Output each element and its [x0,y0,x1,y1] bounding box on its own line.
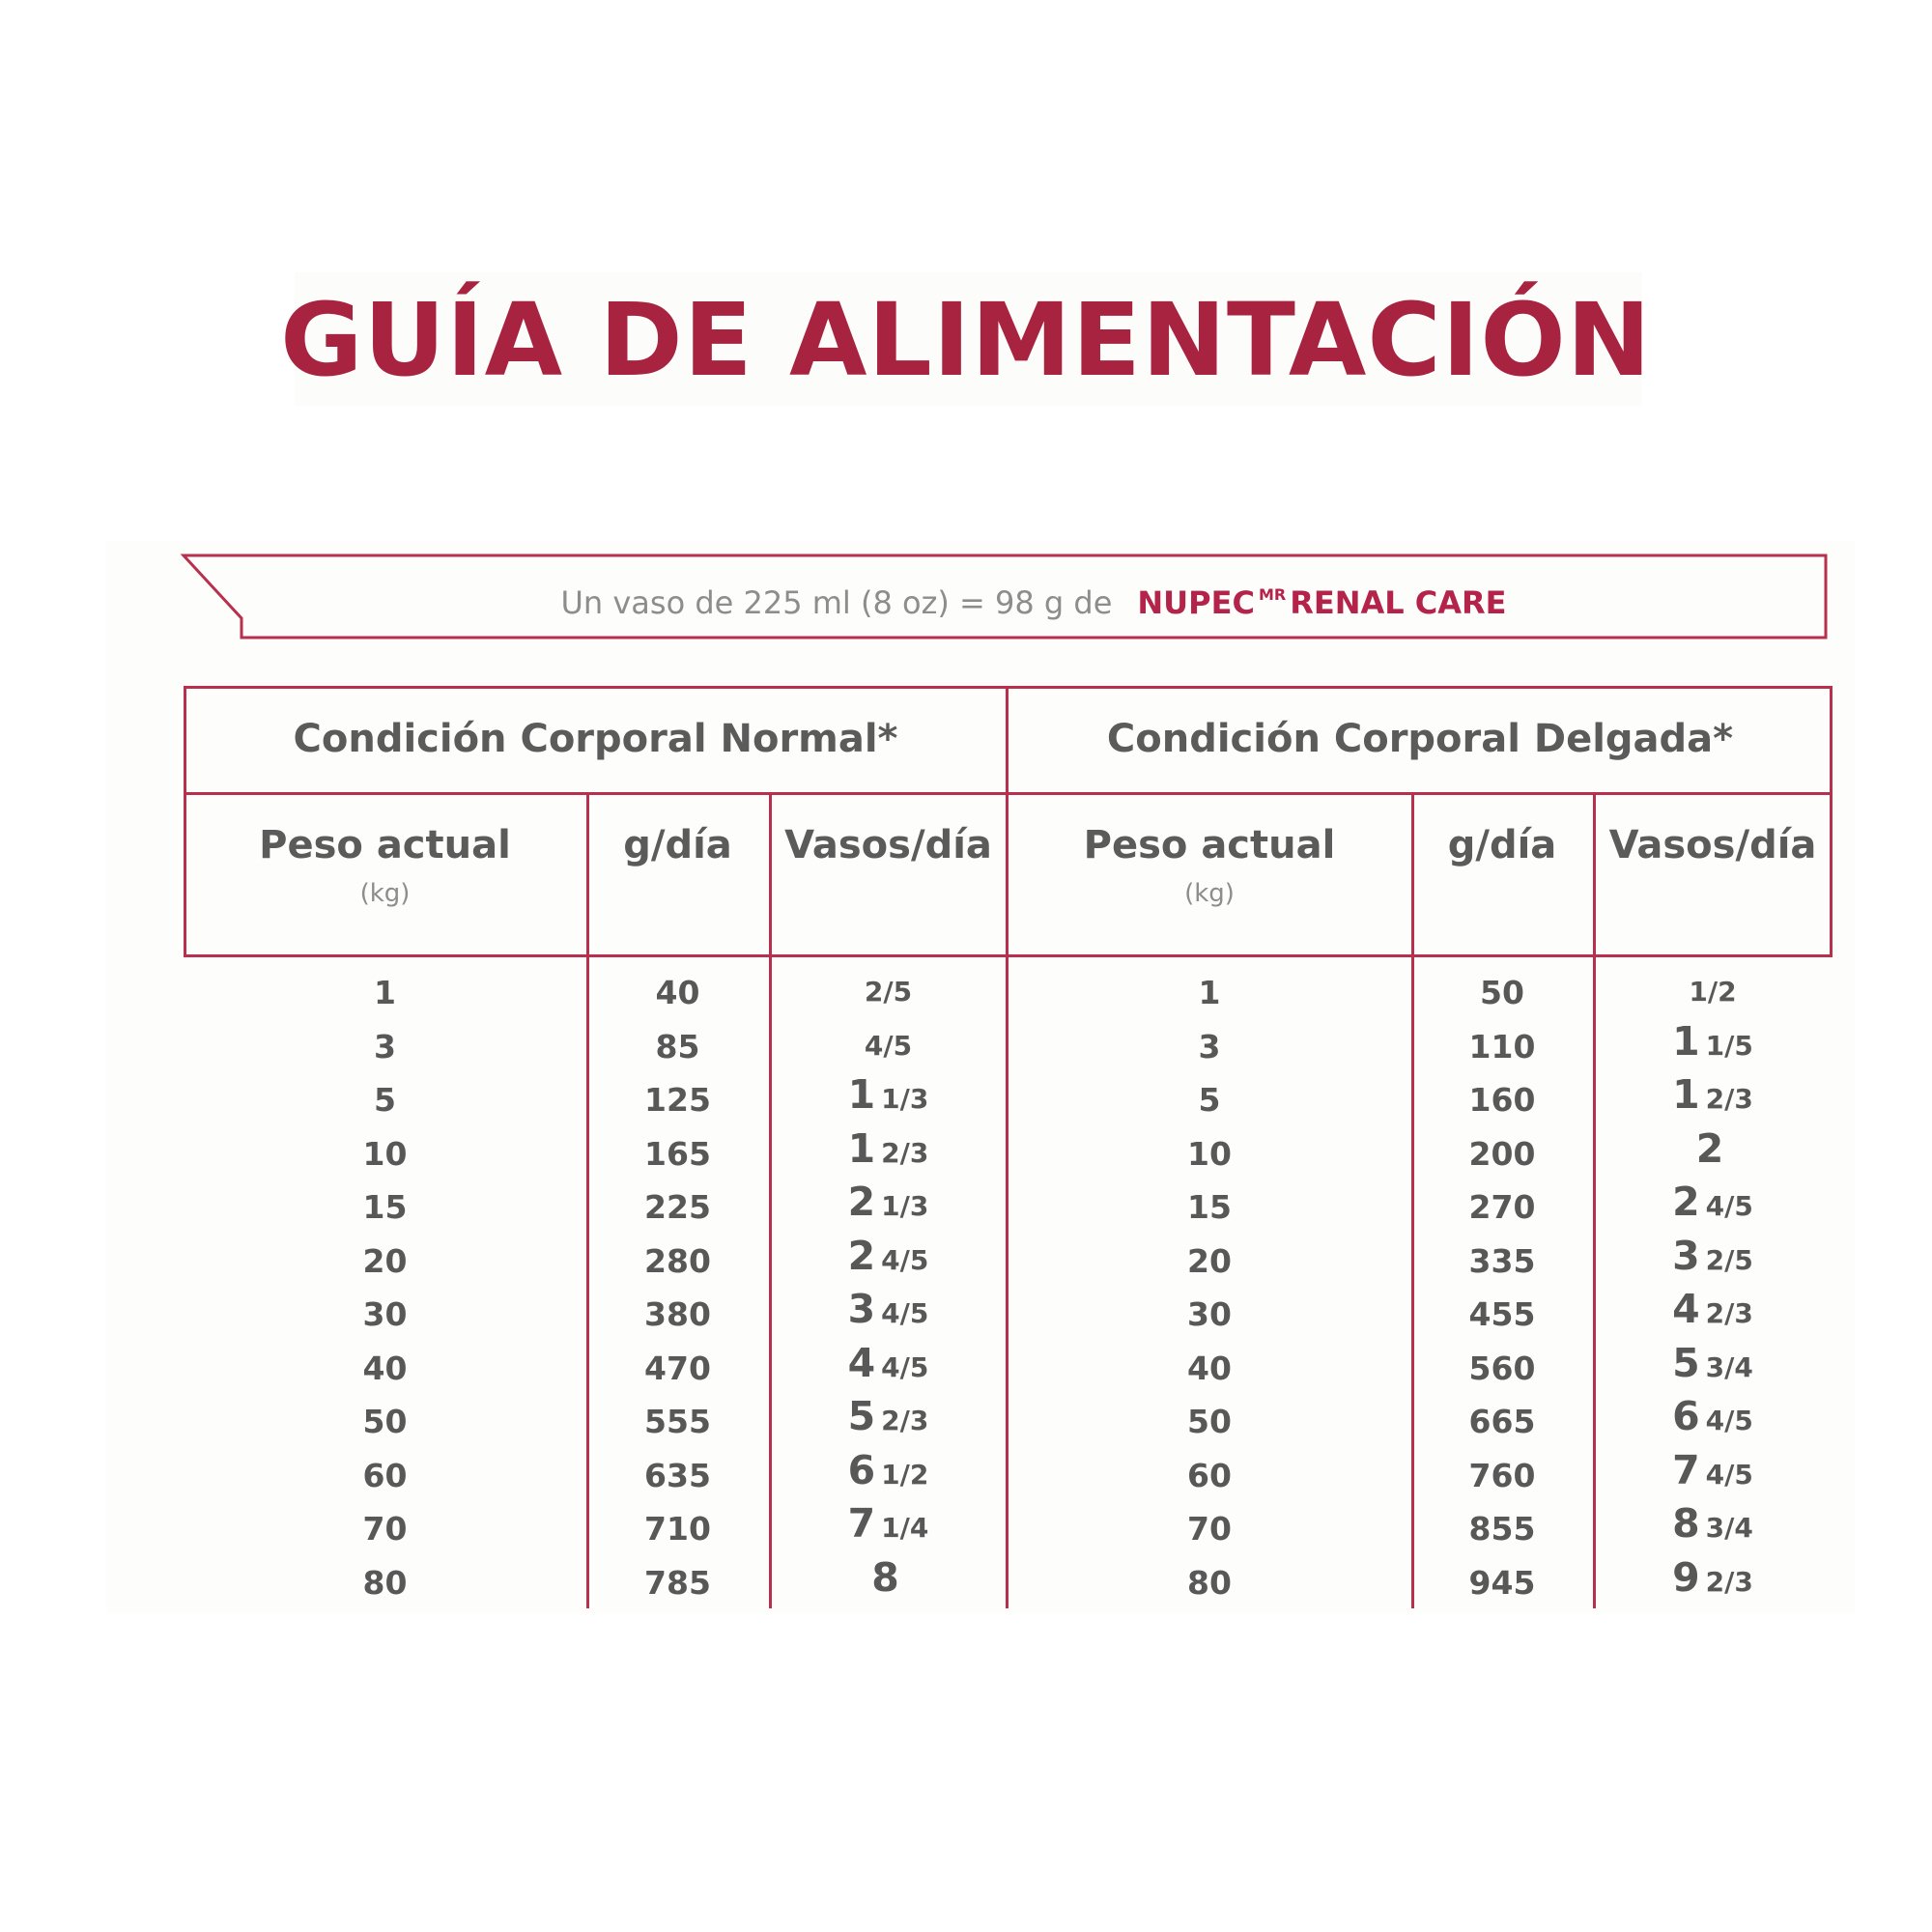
cell-cups [1593,1553,1833,1602]
cups-fraction: 4/5 [1705,1190,1753,1222]
cell-cups [1593,1500,1833,1548]
cell-cups [1593,1339,1833,1387]
cell-weight: 40 [1187,1349,1232,1387]
cell-weight: 80 [362,1563,408,1602]
cell-grams: 160 [1468,1081,1536,1119]
cell-grams: 40 [655,974,700,1011]
cups-whole: 1 [1672,1071,1700,1118]
cell-weight: 50 [1187,1403,1232,1440]
column-header [769,823,1008,867]
cell-weight: 60 [1187,1456,1232,1494]
brand: NUPEC [1137,584,1255,621]
cups-fraction: 2/3 [881,1405,929,1436]
cups-whole: 7 [1672,1446,1700,1493]
cell-cups [1593,1179,1833,1226]
column-header-unit: (kg) [1184,879,1235,908]
brand-superscript: MR [1258,585,1287,604]
cell-grams: 280 [644,1241,711,1280]
cell-grams: 855 [1468,1510,1536,1548]
cell-weight: 20 [1187,1241,1232,1280]
cups-whole: 2 [847,1232,876,1279]
cups-fraction: 2/3 [1705,1297,1753,1329]
cell-weight: 1 [374,974,396,1011]
cell-grams: 200 [1468,1134,1536,1173]
cell-grams: 335 [1468,1241,1536,1280]
cups-whole: 4 [1672,1286,1700,1332]
cups-fraction: 4/5 [881,1297,929,1329]
cell-grams: 635 [644,1456,711,1494]
cups-whole: 2 [1672,1179,1700,1225]
section-title: Condición Corporal Delgada* [1106,717,1734,761]
cups-whole: 2 [1695,1124,1724,1172]
cell-grams: 760 [1468,1456,1536,1494]
cell-weight: 3 [1198,1027,1221,1065]
cups-whole: 3 [847,1286,876,1332]
cups-fraction: 4/5 [1705,1405,1753,1436]
column-header-label: g/día [1447,823,1557,867]
cell-cups [769,1071,1008,1119]
page-title: GUÍA DE ALIMENTACIÓN [280,281,1652,399]
cups-whole: 5 [1672,1339,1700,1386]
cell-cups [1593,1393,1833,1440]
cell-grams: 165 [644,1134,711,1173]
cell-weight: 10 [362,1134,408,1173]
cell-cups [1593,1446,1833,1494]
cell-grams: 945 [1468,1563,1536,1602]
cups-fraction: 1/3 [881,1190,929,1222]
cups-whole: 6 [1672,1393,1700,1439]
cell-cups [769,1500,1008,1548]
cups-whole: 9 [1672,1553,1700,1601]
cell-grams: 470 [644,1349,711,1387]
column-header-label: Peso actual [1083,823,1336,867]
cups-fraction: 3/4 [1705,1350,1753,1383]
cell-grams: 785 [644,1563,711,1602]
cell-cups [1593,1071,1833,1119]
cell-grams: 560 [1468,1349,1536,1387]
cell-cups [769,1124,1008,1173]
cell-cups [769,1286,1008,1333]
cell-cups [769,1179,1008,1226]
cell-weight: 80 [1187,1563,1232,1602]
cell-grams: 225 [644,1188,711,1226]
cups-fraction: 4/5 [881,1243,929,1276]
cell-cups [1593,968,1833,1011]
cups-whole: 8 [871,1553,899,1601]
column-header-label: g/día [623,823,732,867]
cell-weight: 20 [362,1241,408,1280]
cell-grams: 380 [644,1295,711,1333]
column-header [1411,823,1593,867]
cell-grams: 455 [1468,1295,1536,1333]
cups-fraction: 2/3 [1705,1565,1753,1598]
cell-weight: 1 [1198,974,1221,1011]
cups-whole: 1 [847,1124,876,1172]
cell-cups [1593,1124,1833,1173]
cups-whole: 4 [847,1339,876,1386]
cups-fraction: 4/5 [881,1350,929,1383]
product-name: RENAL CARE [1290,584,1507,621]
cell-grams: 710 [644,1510,711,1548]
section-title: Condición Corporal Normal* [293,717,898,761]
column-header [1008,823,1411,908]
column-header-label: Vasos/día [784,823,992,867]
cell-grams: 125 [644,1081,711,1119]
cell-cups [769,1553,1008,1602]
cups-fraction: 4/5 [864,1029,913,1062]
cups-fraction: 4/5 [1705,1458,1753,1491]
cups-whole: 3 [1672,1232,1700,1279]
cups-whole: 1 [847,1071,876,1118]
cups-whole: 8 [1672,1500,1700,1547]
cell-weight: 30 [362,1295,408,1333]
cell-weight: 3 [374,1027,396,1065]
cups-whole: 2 [847,1179,876,1225]
cups-fraction: 1/5 [1705,1029,1753,1062]
cell-weight: 40 [362,1349,408,1387]
column-header-unit: (kg) [359,879,411,908]
cell-weight: 70 [1187,1510,1232,1548]
cell-cups [1593,1286,1833,1333]
cups-whole: 5 [847,1393,876,1439]
cups-fraction: 1/2 [881,1458,929,1491]
cups-fraction: 3/4 [1705,1512,1753,1544]
cell-weight: 30 [1187,1295,1232,1333]
cell-cups [769,1232,1008,1280]
serving-banner [246,566,1821,632]
cell-cups [769,1022,1008,1065]
cell-weight: 50 [362,1403,408,1440]
cell-weight: 5 [374,1081,396,1119]
cell-cups [1593,1232,1833,1280]
cups-whole: 7 [847,1500,876,1547]
cell-weight: 60 [362,1456,408,1494]
cell-weight: 10 [1187,1134,1232,1173]
cups-fraction: 2/5 [1705,1243,1753,1276]
cell-cups [769,1446,1008,1494]
cell-grams: 665 [1468,1403,1536,1440]
cups-fraction: 1/3 [881,1083,929,1115]
cups-fraction: 2/3 [1705,1083,1753,1115]
cups-fraction: 1/2 [1689,976,1737,1008]
cell-weight: 70 [362,1510,408,1548]
cell-cups [769,1393,1008,1440]
cell-cups [769,968,1008,1011]
cell-grams: 555 [644,1403,711,1440]
column-header-label: Vasos/día [1608,823,1817,867]
column-header [1593,823,1833,867]
cell-weight: 15 [362,1188,408,1226]
cell-grams: 50 [1480,974,1524,1011]
cell-grams: 110 [1468,1027,1536,1065]
column-header [586,823,769,867]
serving-measure: Un vaso de 225 ml (8 oz) = 98 g de [560,584,1113,621]
cell-grams: 85 [655,1027,700,1065]
brand-name [1137,584,1506,621]
cell-weight: 5 [1198,1081,1221,1119]
cups-whole: 6 [847,1446,876,1493]
cups-whole: 1 [1672,1017,1700,1065]
cups-fraction: 1/4 [881,1512,929,1544]
cell-weight: 15 [1187,1188,1232,1226]
column-header [184,823,586,908]
column-header-label: Peso actual [259,823,511,867]
cell-grams: 270 [1468,1188,1536,1226]
cups-fraction: 2/5 [864,976,913,1008]
cell-cups [1593,1017,1833,1065]
cups-fraction: 2/3 [881,1136,929,1169]
cell-cups [769,1339,1008,1387]
